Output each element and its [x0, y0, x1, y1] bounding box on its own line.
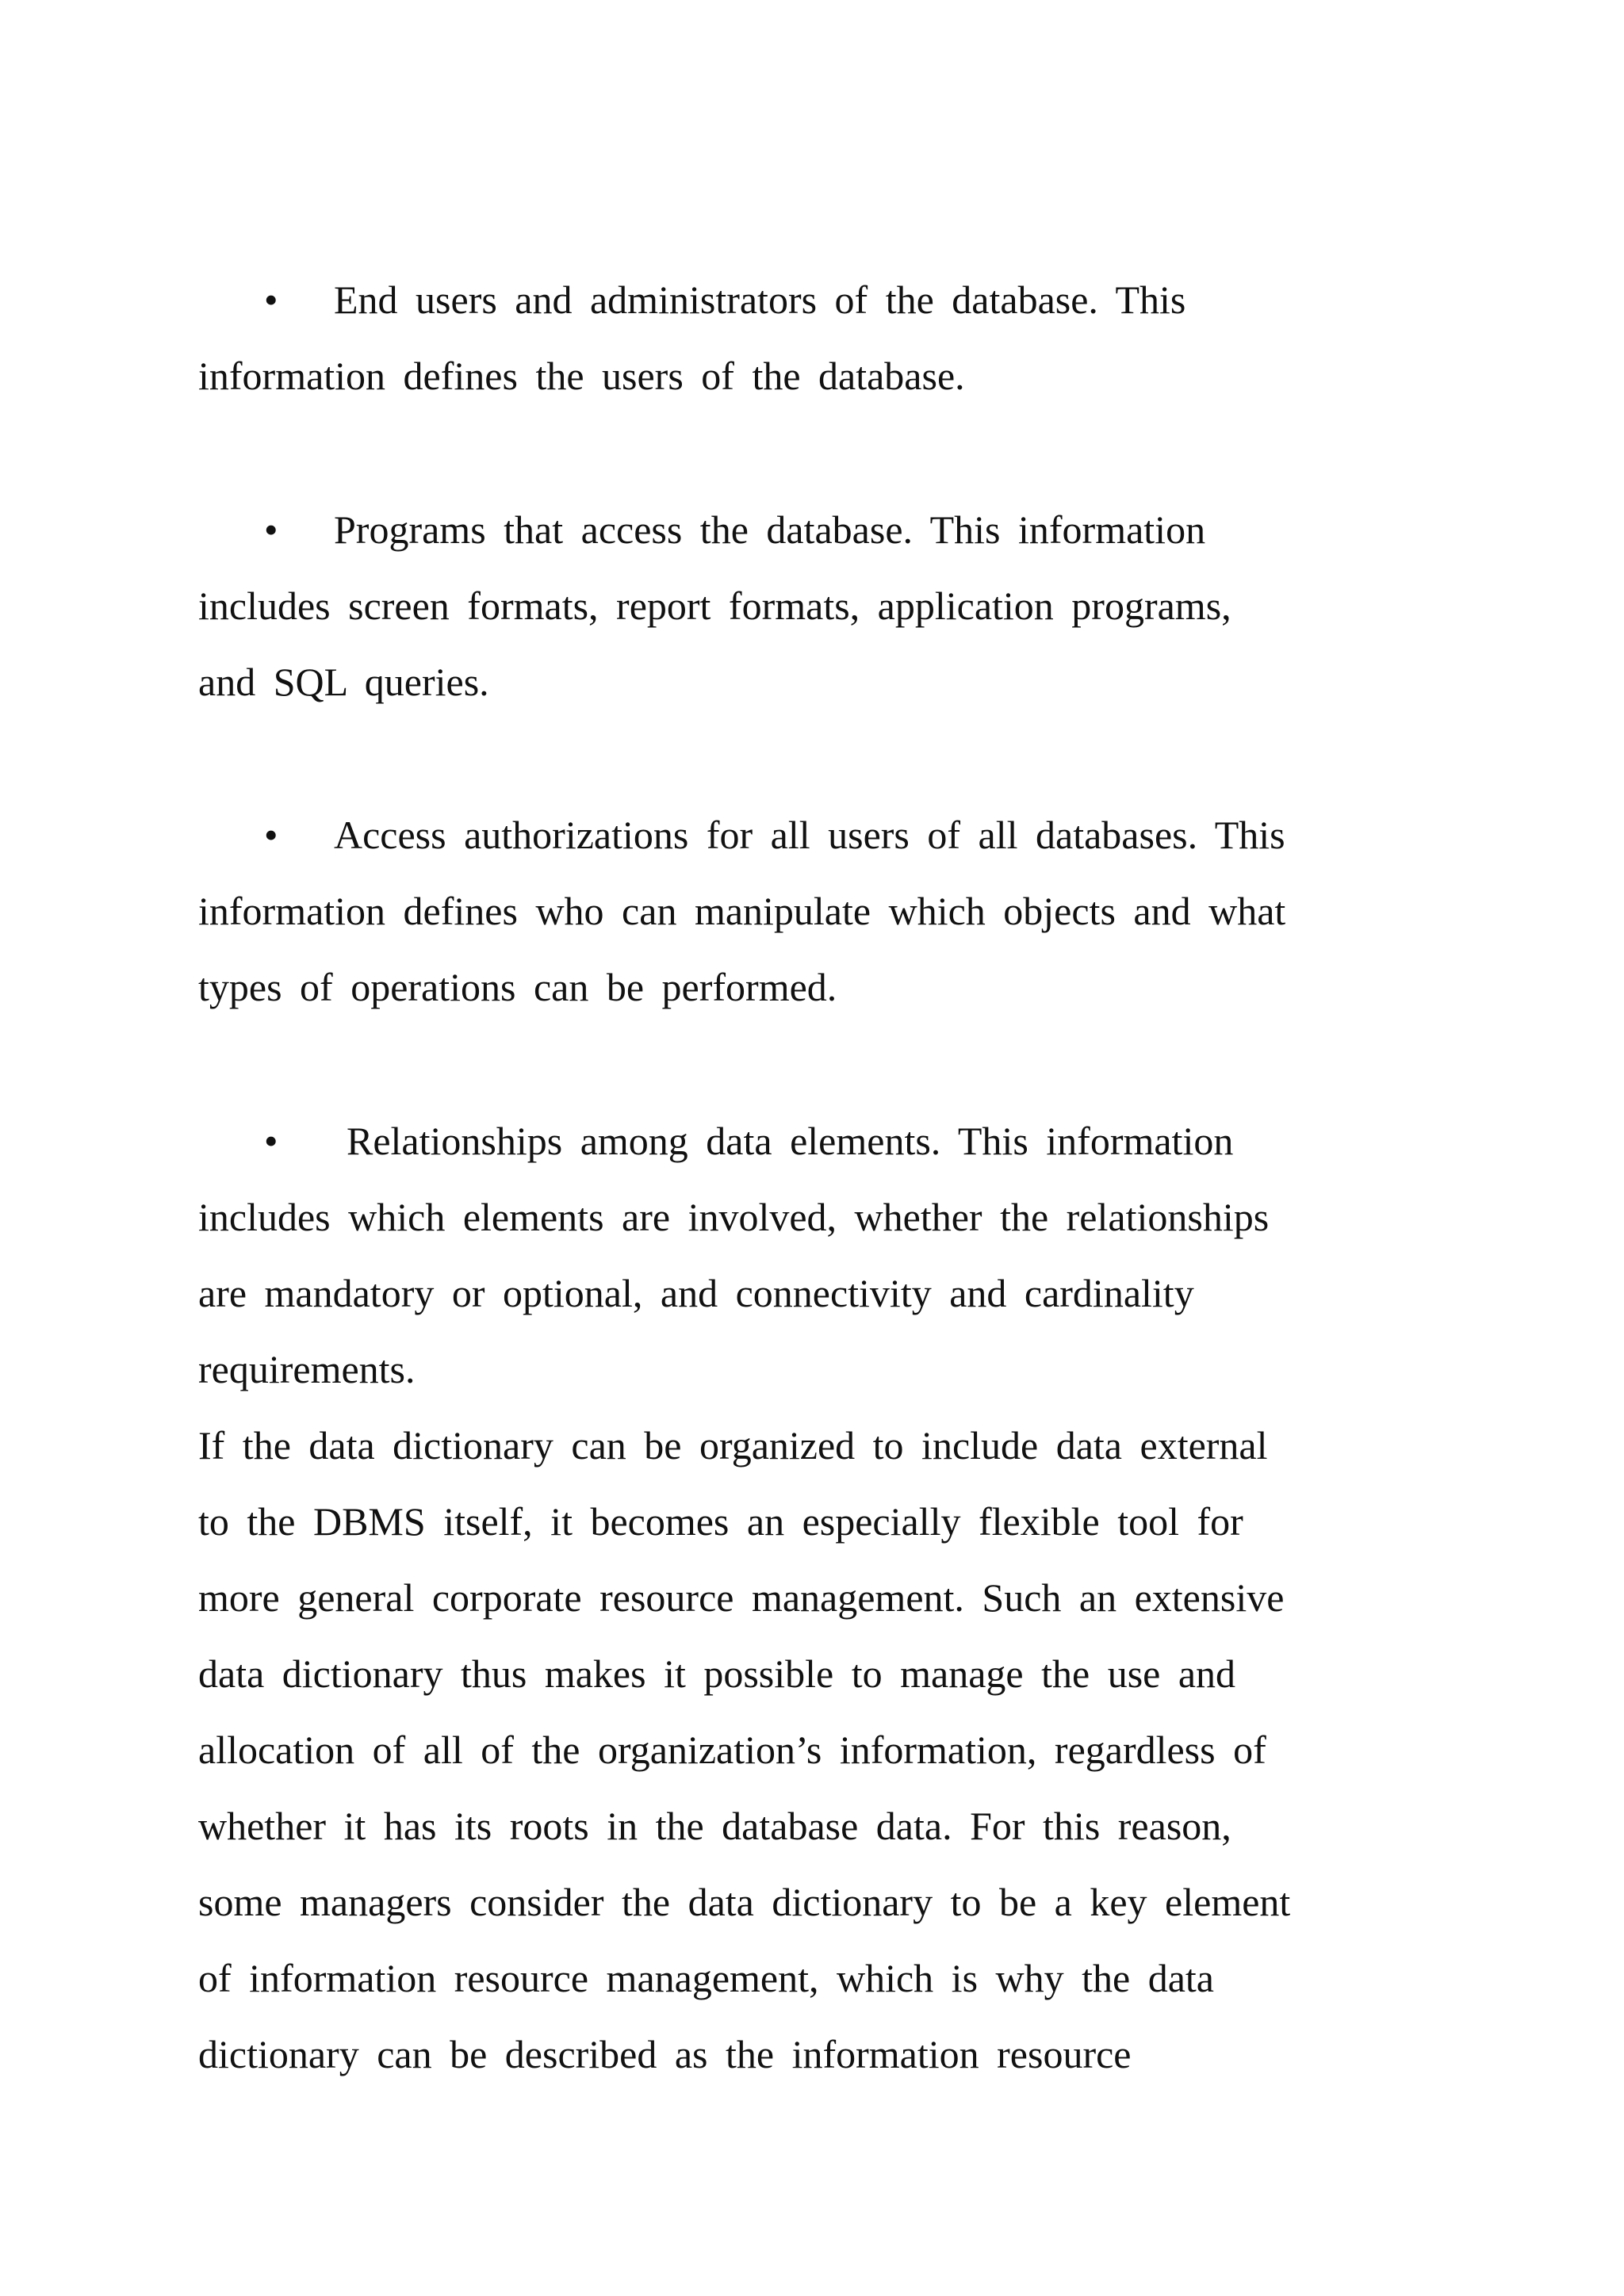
paragraph-line: some managers consider the data dictionary to be a key element [198, 1880, 1291, 1924]
bullet-text-line: includes which elements are involved, whether the relationships [198, 1195, 1270, 1239]
bullet-text: Access authorizations for all users of all databases. This [334, 813, 1285, 857]
paragraph-line: of information resource management, which is why the data [198, 1956, 1215, 2000]
bullet-text-line: types of operations can be performed. [198, 965, 837, 1009]
paragraph-line: If the data dictionary can be organized to include data external [198, 1423, 1268, 1468]
bullet-text-line: and SQL queries. [198, 660, 489, 704]
bullet-text: End users and administrators of the database. This [334, 277, 1186, 322]
bullet-first-line [264, 1121, 1233, 1161]
paragraph-line: to the DBMS itself, it becomes an especially flexible tool for [198, 1499, 1243, 1544]
bullet-first-line [264, 507, 1206, 552]
bullet-text-line: information defines the users of the database. [198, 354, 965, 398]
paragraph-line: dictionary can be described as the information resource [198, 2032, 1132, 2076]
bullet-text-line: information defines who can manipulate which objects and what [198, 889, 1286, 933]
bullet-text-line: requirements. [198, 1347, 416, 1391]
bullet-icon: • [264, 1119, 278, 1163]
bullet-text-line: are mandatory or optional, and connectivity and cardinality [198, 1271, 1194, 1315]
paragraph-line: whether it has its roots in the database data. For this reason, [198, 1804, 1231, 1848]
bullet-icon: • [264, 813, 278, 857]
paragraph-line: allocation of all of the organization’s information, regardless of [198, 1728, 1266, 1772]
paragraph-line: data dictionary thus makes it possible to manage the use and [198, 1651, 1236, 1696]
bullet-first-line [264, 815, 1285, 855]
bullet-icon: • [264, 507, 278, 552]
bullet-text-line: includes screen formats, report formats, application programs, [198, 584, 1231, 628]
bullet-text: Relationships among data elements. This information [347, 1119, 1234, 1163]
paragraph-line: more general corporate resource management. Such an extensive [198, 1575, 1285, 1620]
bullet-text: Programs that access the database. This information [334, 507, 1206, 552]
bullet-first-line [264, 277, 1186, 322]
bullet-icon: • [264, 277, 278, 322]
